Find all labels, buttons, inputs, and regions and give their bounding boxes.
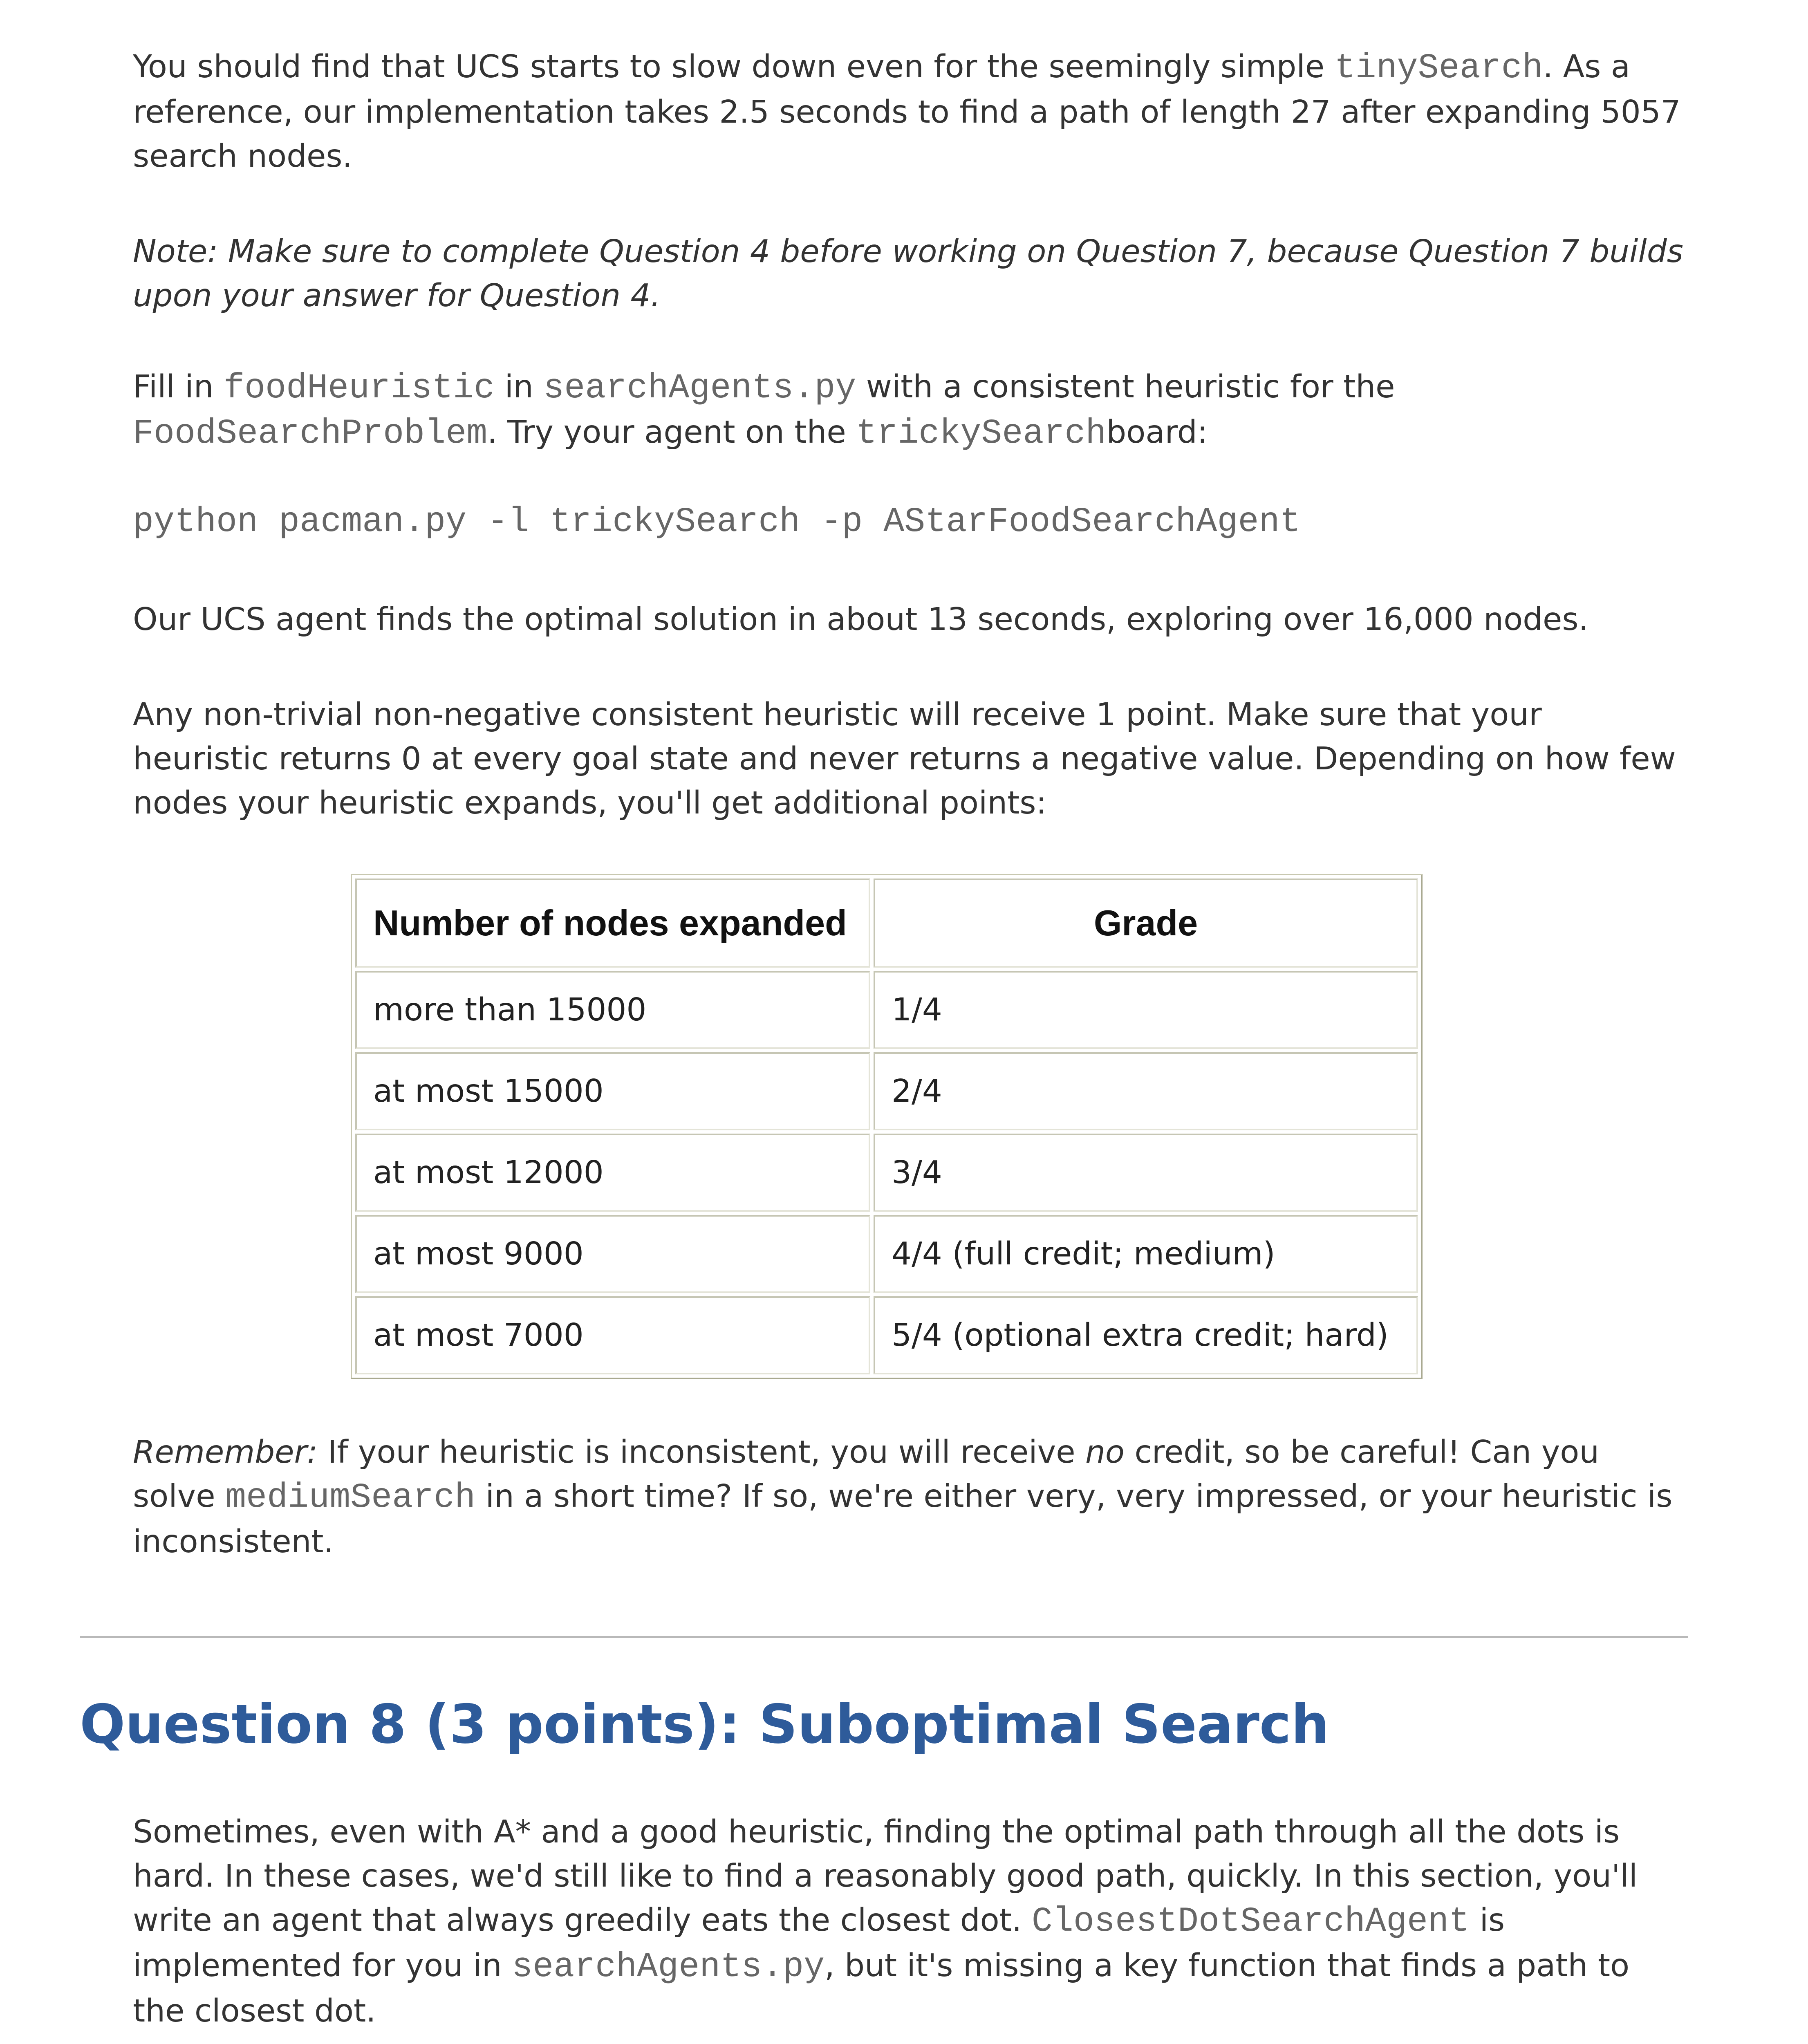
intro-paragraph [133, 45, 1686, 179]
intro-text-2: . As a reference, our implementation takes 2.5 seconds to find a path of length 27 after expanding 5057 search nodes. [133, 49, 1681, 175]
table-row [355, 1296, 1418, 1374]
inline-code-searchagents: searchAgents.py [512, 1947, 825, 1987]
table-row [355, 971, 1418, 1049]
grade-cell: 5/4 (optional extra credit; hard) [874, 1296, 1418, 1374]
inline-code-mediumsearch: mediumSearch [225, 1478, 476, 1517]
question-8-heading: Question 8 (3 points): Suboptimal Search [80, 1693, 1329, 1755]
inline-code-trickysearch: trickySearch [856, 414, 1107, 453]
header-nodes-expanded: Number of nodes expanded [355, 879, 870, 968]
nodes-cell: at most 9000 [355, 1215, 870, 1293]
inline-code-foodsearchproblem: FoodSearchProblem [133, 414, 488, 453]
table-row [355, 1215, 1418, 1293]
fill-text-5: board: [1106, 414, 1208, 450]
grade-cell: 1/4 [874, 971, 1418, 1049]
fill-text-3: with a consistent heuristic for the [856, 369, 1395, 405]
note-text: Note: Make sure to complete Question 4 before working on Question 7, because Question 7 builds upon your answer for Question 4. [133, 233, 1683, 314]
ucs-paragraph: Our UCS agent finds the optimal solution in about 13 seconds, exploring over 16,000 nodes. [133, 601, 1589, 638]
q8-p1-text-2: is implemented for you in [133, 1902, 1505, 1984]
fill-text-2: in [495, 369, 544, 405]
q8-paragraph-1 [133, 1810, 1686, 2033]
fill-paragraph [133, 365, 1686, 456]
inline-code-searchagents: searchAgents.py [543, 368, 856, 408]
q8-p1-text-3: , but it's missing a key function that finds a path to the closest dot. [133, 1948, 1630, 2029]
remember-text-3: in a short time? If so, we're either very, very impressed, or your heuristic is inconsistent. [133, 1478, 1673, 1560]
inline-code-tinysearch: tinySearch [1334, 48, 1543, 88]
table-row [355, 1134, 1418, 1212]
command-block-1: python pacman.py -l trickySearch -p AStarFoodSearchAgent [133, 502, 1301, 542]
header-grade: Grade [874, 879, 1418, 968]
nodes-cell: at most 12000 [355, 1134, 870, 1212]
table-row [355, 1052, 1418, 1130]
inline-code-foodheuristic: foodHeuristic [224, 368, 495, 408]
fill-text-1: Fill in [133, 369, 224, 405]
inline-code-closestdotsearchagent: ClosestDotSearchAgent [1031, 1902, 1470, 1941]
q8-p1-text-1: Sometimes, even with A* and a good heuristic, finding the optimal path through all the dots is hard. In these cases, we'd still like to find a reasonably good path, quickly. In this section, you'll write an agent that always greedily eats the closest dot. [133, 1814, 1638, 1939]
remember-label: Remember: [133, 1434, 318, 1470]
remember-text-1: If your heuristic is inconsistent, you will receive [318, 1434, 1086, 1470]
grade-cell: 3/4 [874, 1134, 1418, 1212]
remember-emphasis: no [1085, 1434, 1125, 1470]
section-divider [80, 1636, 1688, 1638]
remember-text-2: credit, so be careful! Can you solve [133, 1434, 1600, 1515]
heuristic-paragraph: Any non-trivial non-negative consistent heuristic will receive 1 point. Make sure that your heuristic returns 0 at every goal state and never returns a negative value. Depending on how few nodes your heuristic expands, you'll get additional points: [133, 697, 1676, 821]
nodes-cell: at most 7000 [355, 1296, 870, 1374]
grade-table [351, 874, 1423, 1379]
grade-cell: 2/4 [874, 1052, 1418, 1130]
note-paragraph [133, 230, 1686, 318]
grade-cell: 4/4 (full credit; medium) [874, 1215, 1418, 1293]
intro-text-1: You should find that UCS starts to slow down even for the seemingly simple [133, 49, 1335, 85]
nodes-cell: more than 15000 [355, 971, 870, 1049]
nodes-cell: at most 15000 [355, 1052, 870, 1130]
grade-table-header-row [355, 879, 1418, 968]
fill-text-4: . Try your agent on the [487, 414, 856, 450]
remember-paragraph [133, 1430, 1686, 1564]
